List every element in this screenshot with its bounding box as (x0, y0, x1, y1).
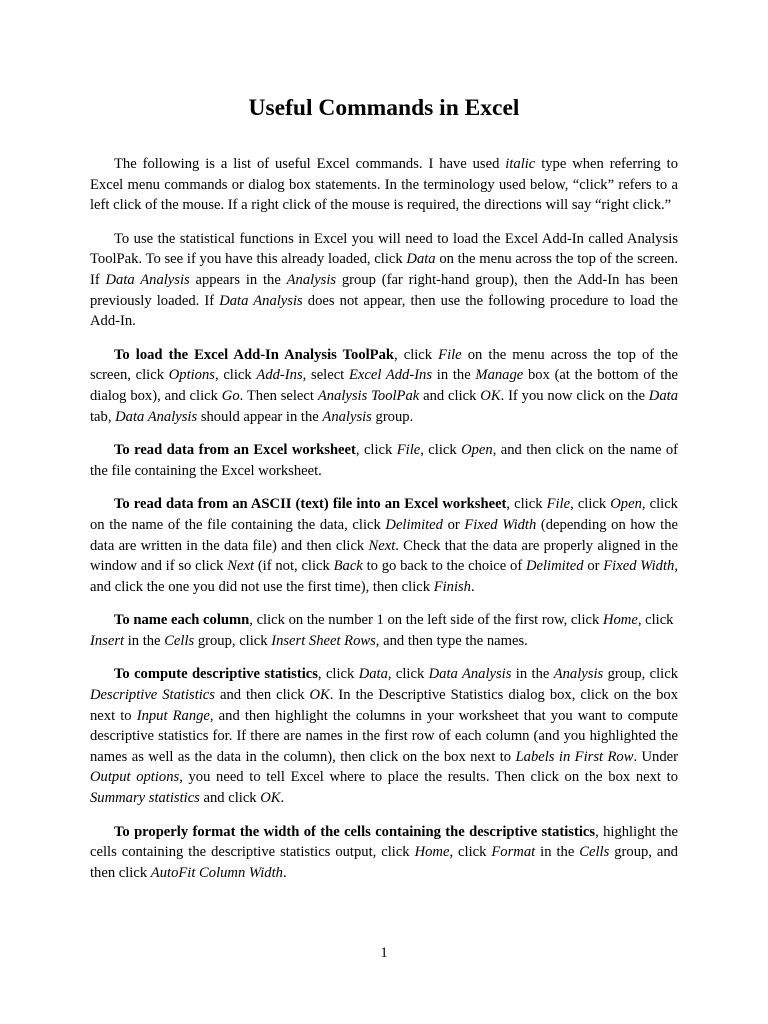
section-heading: To compute descriptive statistics (114, 666, 318, 683)
text-run: , select (302, 367, 349, 384)
command-term: Next (227, 558, 255, 575)
section-heading: To read data from an Excel worksheet (114, 442, 356, 459)
command-term: Fixed Width (464, 516, 537, 533)
text-run: , click (387, 666, 429, 683)
command-term: Labels in First Row (515, 748, 634, 765)
command-term: Data Analysis (115, 408, 198, 425)
text-run: (if not, click (254, 558, 334, 575)
command-term: OK (309, 687, 330, 704)
command-term: Fixed Width (603, 558, 675, 575)
command-term: Data Analysis (105, 271, 190, 288)
text-run: . In the Descriptive Statistics dialog box, click on the box next to (90, 687, 678, 724)
text-run: , click (355, 442, 397, 459)
paragraph-descriptive-stats (90, 664, 678, 808)
text-run: (depending on how the data are written in the data file) and then click (90, 516, 678, 554)
text-run: , click (394, 346, 439, 363)
command-term: Cells (164, 632, 195, 649)
paragraph-analysis-toolpak-check (90, 229, 678, 332)
text-run: in the (535, 844, 580, 861)
text-run: . Then select (239, 387, 318, 404)
command-term: Analysis (322, 408, 372, 425)
text-run: , and click the one you did not use the first time), then click (90, 558, 678, 595)
command-term: Output options (90, 769, 180, 786)
text-run: group, click (603, 666, 678, 683)
command-term: Data Analysis (219, 292, 303, 309)
text-run: and click (199, 790, 261, 807)
command-term: Delimited (525, 558, 584, 575)
text-run: and click (419, 387, 481, 404)
section-heading: To read data from an ASCII (text) file into an Excel worksheet (114, 496, 507, 513)
text-run: , click (317, 666, 359, 683)
text-run: , and then type the names. (375, 632, 528, 649)
section-heading: To load the Excel Add-In Analysis ToolPak (114, 346, 394, 363)
section-heading: To name each column (114, 612, 250, 629)
command-term: Data (406, 251, 436, 268)
text-run: box (at the bottom of the dialog box), and click (90, 367, 679, 404)
section-heading: To properly format the width of the cells containing the descriptive statistics (114, 823, 596, 840)
text-run: in the (432, 367, 476, 384)
text-run: appears in the (189, 271, 287, 288)
text-run: does not appear, then use the following procedure to load the Add-In. (90, 292, 678, 330)
text-run: , click on the number 1 on the left side of the first row, click (249, 612, 603, 629)
text-run: . (280, 790, 285, 807)
text-run: should appear in the (197, 408, 323, 425)
text-run: The following is a list of useful Excel commands. I have used (114, 156, 506, 172)
text-run: group, and then click (90, 844, 678, 881)
text-run: group. (371, 408, 414, 425)
text-run: , click (506, 496, 547, 513)
command-term: Summary statistics (90, 790, 200, 807)
command-term: Next (368, 537, 396, 554)
text-run: , and then highlight the columns in your worksheet that you want to compute descriptive statistics for. If there are names in the first row of each column (and you highlighted the names as well as the data in the column), then click on the box next to (90, 707, 678, 765)
command-term: File (546, 496, 571, 513)
command-term: Finish (433, 578, 471, 595)
command-term: Open (610, 496, 642, 513)
text-run: or (442, 516, 465, 533)
text-run: on the menu across the top of the screen. If (90, 251, 679, 288)
text-run: , and then click on the name of the file containing the Excel worksheet. (90, 442, 678, 479)
text-run: to go back to the choice of (362, 558, 526, 575)
command-term: File (396, 442, 421, 459)
paragraph-load-toolpak (90, 345, 678, 427)
text-run: in the (124, 632, 165, 649)
command-term: Input Range (136, 707, 210, 724)
command-term: Home (602, 612, 638, 629)
command-term: OK (480, 387, 501, 404)
text-run: tab, (90, 408, 116, 425)
text-run: . Under (633, 748, 678, 765)
page-title: Useful Commands in Excel (248, 95, 520, 121)
command-term: italic (505, 156, 536, 172)
command-term: Cells (579, 844, 610, 861)
paragraph-format-width (90, 822, 678, 884)
command-term: Back (333, 558, 363, 575)
paragraph-read-ascii (90, 494, 678, 597)
command-term: Data (358, 666, 388, 683)
document-body (90, 154, 678, 896)
paragraph-read-worksheet (90, 440, 678, 481)
paragraph-name-column (90, 610, 678, 651)
command-term: Insert Sheet Rows (271, 632, 376, 649)
command-term: OK (260, 790, 281, 807)
text-run: , click (637, 612, 674, 629)
command-term: File (438, 346, 462, 363)
text-run: type when referring to Excel menu commands or dialog box statements. In the terminology used below, “click” refers to a left click of the mouse. If a right click of the mouse is required, the directions will say “right click.” (90, 156, 678, 214)
text-run: , click on the name of the file containing the data, click (90, 496, 678, 533)
command-term: AutoFit Column Width (150, 864, 283, 881)
document-page (90, 0, 678, 1024)
command-term: Home (414, 844, 450, 861)
command-term: Data Analysis (428, 666, 512, 683)
command-term: Analysis (553, 666, 604, 683)
command-term: Analysis (286, 271, 337, 288)
command-term: Data (648, 387, 678, 404)
command-term: Go (221, 387, 240, 404)
command-term: Delimited (385, 516, 443, 533)
paragraph-intro (90, 154, 678, 216)
text-run: . If you now click on the (500, 387, 649, 404)
command-term: Open (461, 442, 493, 459)
text-run: . (470, 578, 475, 595)
text-run: group (far right-hand group), then the Add-In has been previously loaded. If (90, 271, 678, 309)
command-term: Descriptive Statistics (90, 687, 215, 704)
text-run: To use the statistical functions in Excel you will need to load the Excel Add-In called Analysis ToolPak. To see if you have this already loaded, click (90, 230, 678, 268)
command-term: Add-Ins (256, 367, 303, 384)
command-term: Manage (475, 367, 524, 384)
text-run: in the (511, 666, 554, 683)
text-run: , click (420, 442, 462, 459)
text-run: , highlight the cells containing the descriptive statistics output, click (90, 823, 678, 861)
text-run: . (282, 864, 287, 881)
command-term: Analysis ToolPak (317, 387, 420, 404)
text-run: group, click (194, 632, 272, 649)
command-term: Insert (90, 632, 125, 649)
text-run: , click (449, 844, 492, 861)
command-term: Options (168, 367, 215, 384)
text-run: and then click (214, 687, 310, 704)
text-run: or (583, 558, 604, 575)
text-run: . Check that the data are properly aligned in the window and if so click (90, 537, 678, 575)
text-run: , click (214, 367, 257, 384)
text-run: on the menu across the top of the screen, click (90, 346, 678, 384)
command-term: Format (491, 844, 536, 861)
command-term: Excel Add-Ins (348, 367, 433, 384)
page-number: 1 (380, 945, 388, 961)
text-run: , click (570, 496, 611, 513)
text-run: , you need to tell Excel where to place the results. Then click on the box next to (179, 769, 678, 786)
